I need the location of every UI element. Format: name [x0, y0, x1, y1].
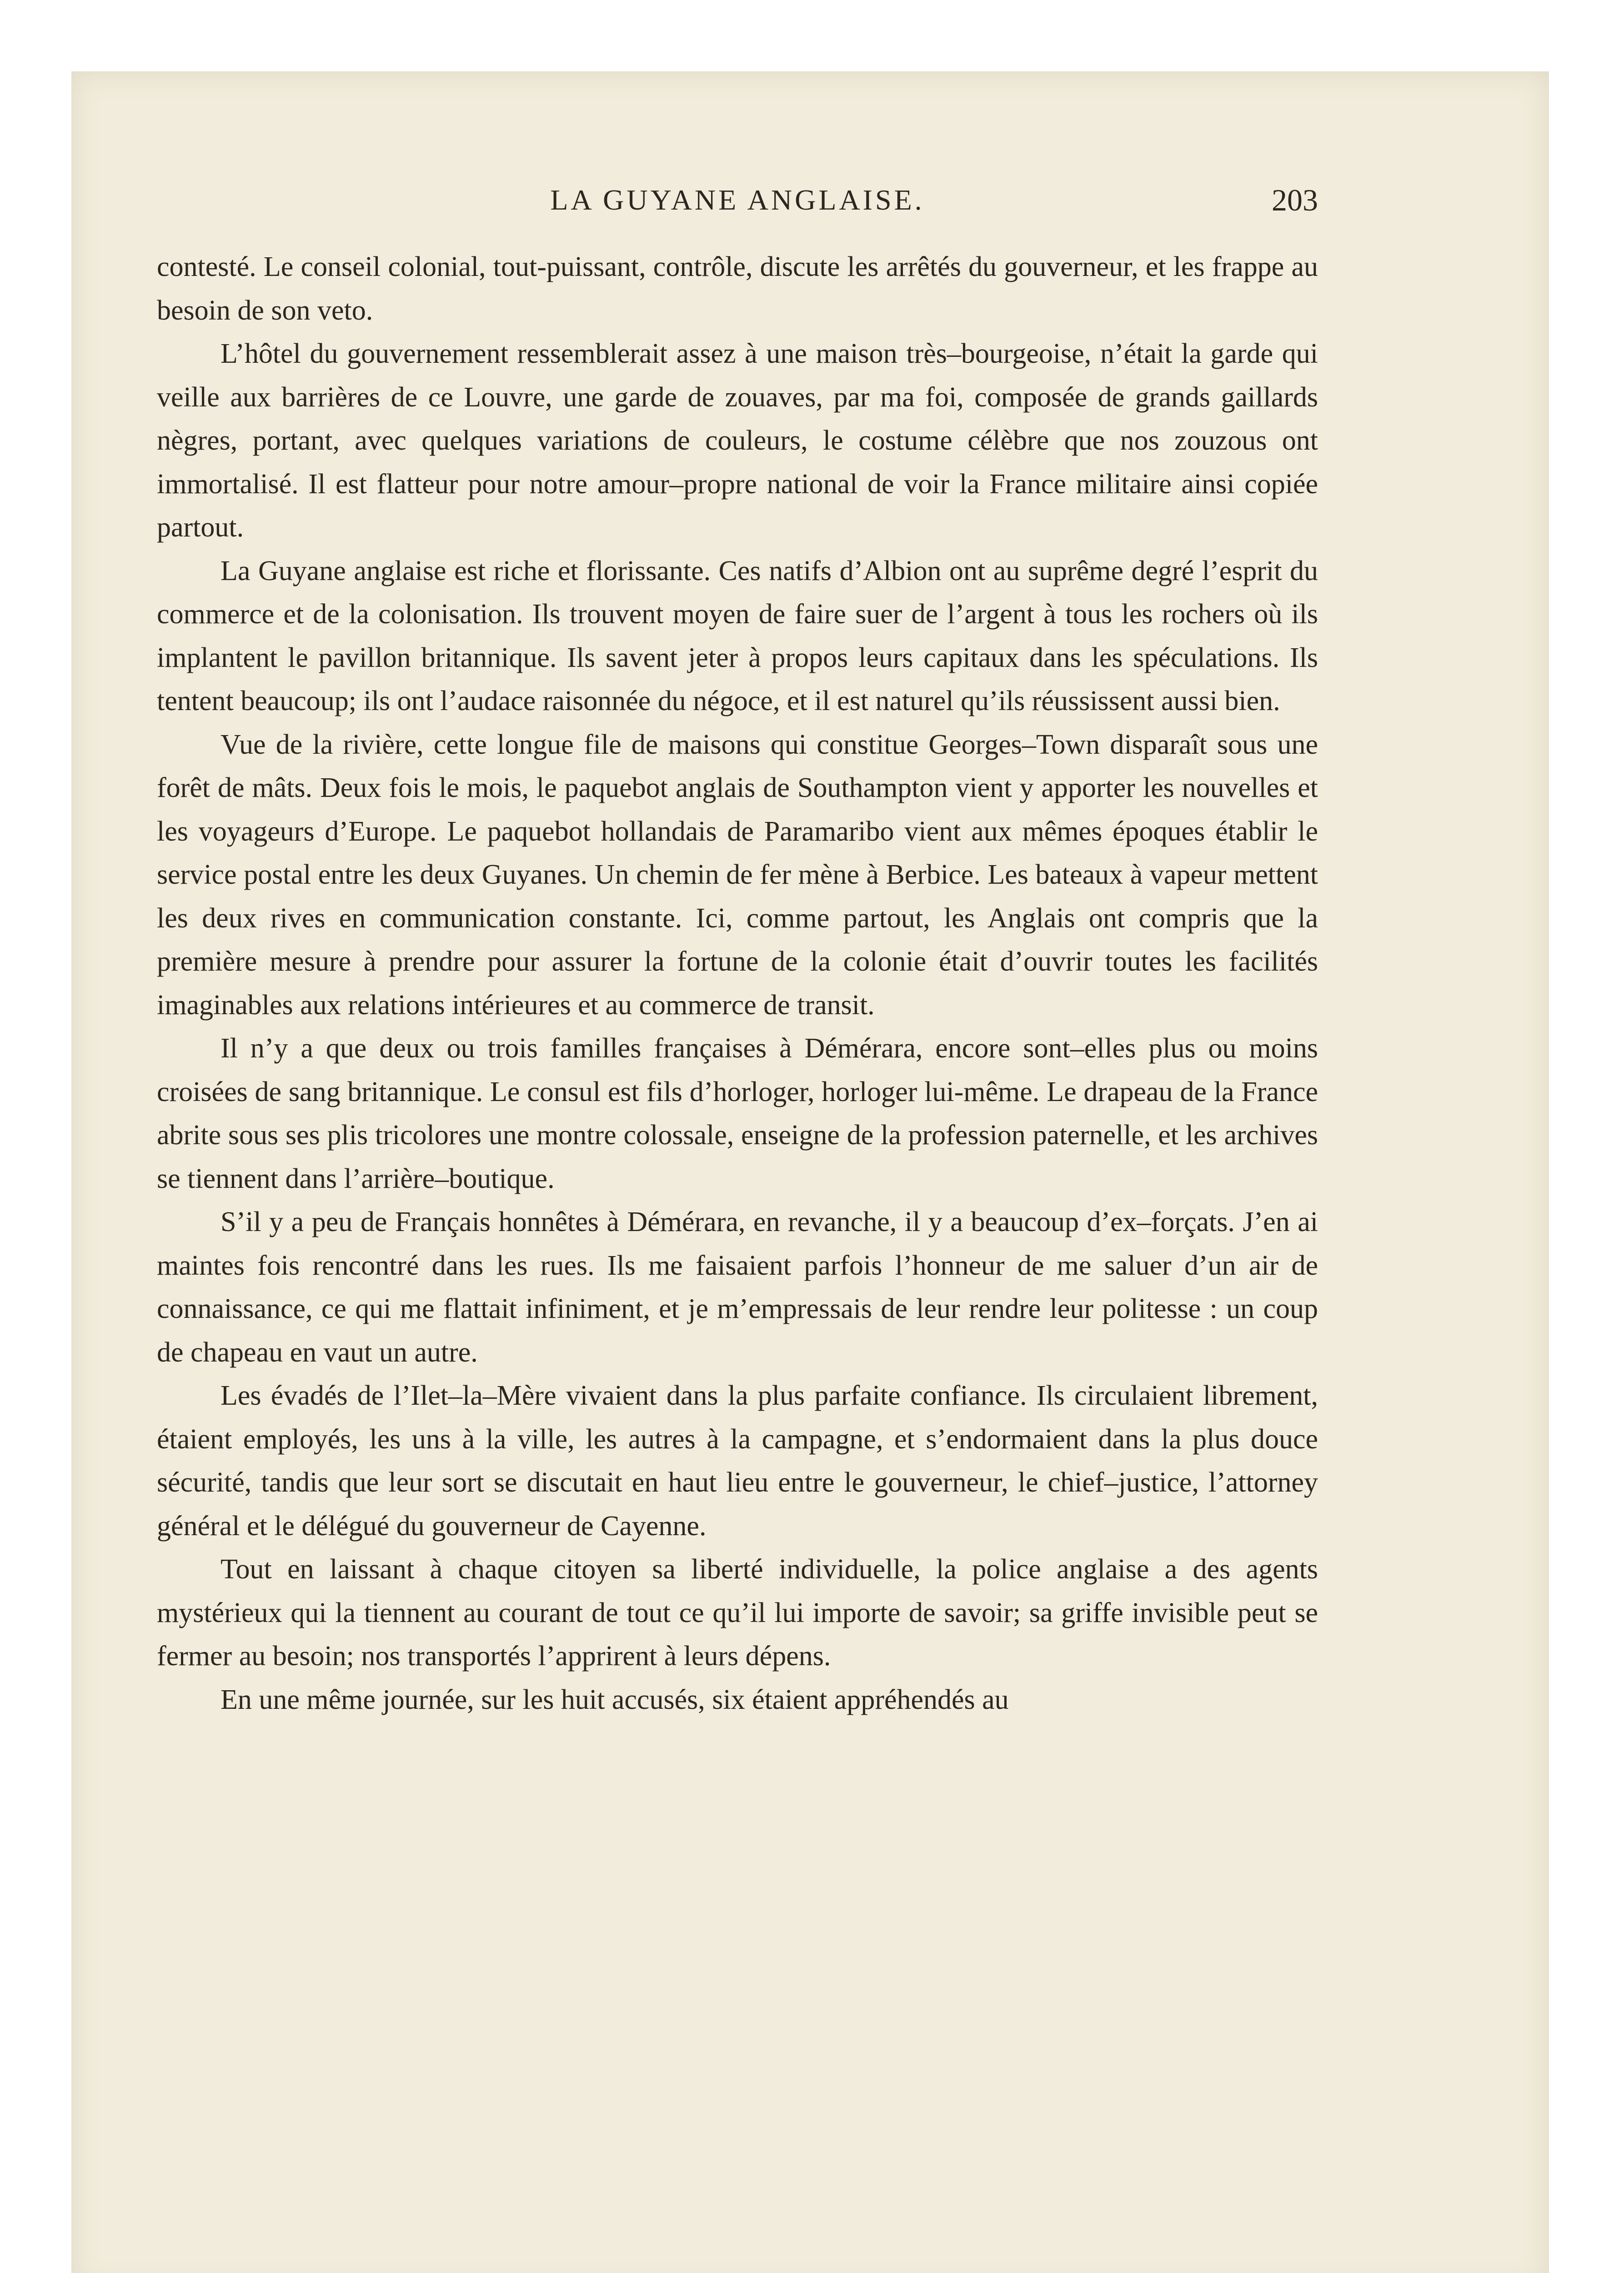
running-header — [157, 177, 1318, 232]
body-text — [157, 245, 1318, 1722]
paragraph: Les évadés de l’Ilet–la–Mère vivaient dans la plus parfaite confiance. Ils circulaient librement, étaient employés, les uns à la ville, les autres à la campagne, et s’endormaient dans la plus douce sécurité, tandis que leur sort se discutait en haut lieu entre le gouverneur, le chief–justice, l’attorney général et le délégué du gouverneur de Cayenne. — [157, 1380, 1318, 1542]
paragraph: Tout en laissant à chaque citoyen sa liberté individuelle, la police anglaise a des agents mystérieux qui la tiennent au courant de tout ce qu’il lui importe de savoir; sa griffe invisible peut se fermer au besoin; nos transportés l’apprirent à leurs dépens. — [157, 1554, 1318, 1672]
page-number: 203 — [1272, 183, 1318, 217]
paragraph: contesté. Le conseil colonial, tout-puissant, contrôle, discute les arrêtés du gouverneur, et les frappe au besoin de son veto. — [157, 251, 1318, 326]
running-title: LA GUYANE ANGLAISE. — [550, 184, 925, 216]
paragraph: En une même journée, sur les huit accusés, six étaient appréhendés au — [221, 1684, 1009, 1715]
paragraph: Il n’y a que deux ou trois familles françaises à Démérara, encore sont–elles plus ou moins croisées de sang britannique. Le consul est fils d’horloger, horloger lui-même. Le drapeau de la France abrite sous ses plis tricolores une montre colossale, enseigne de la profession paternelle, et les archives se tiennent dans l’arrière–boutique. — [157, 1033, 1318, 1194]
paragraph: La Guyane anglaise est riche et florissante. Ces natifs d’Albion ont au suprême degré l’esprit du commerce et de la colonisation. Ils trouvent moyen de faire suer de l’argent à tous les rochers où ils implantent le pavillon britannique. Ils savent jeter à propos leurs capitaux dans les spéculations. Ils tentent beaucoup; ils ont l’audace raisonnée du négoce, et il est naturel qu’ils réussissent aussi bien. — [157, 555, 1318, 716]
paragraph: Vue de la rivière, cette longue file de maisons qui constitue Georges–Town disparaît sous une forêt de mâts. Deux fois le mois, le paquebot anglais de Southampton vient y apporter les nouvelles et les voyageurs d’Europe. Le paquebot hollandais de Paramaribo vient aux mêmes époques établir le service postal entre les deux Guyanes. Un chemin de fer mène à Berbice. Les bateaux à vapeur mettent les deux rives en communication constante. Ici, comme partout, les Anglais ont compris que la première mesure à prendre pour assurer la fortune de la colonie était d’ouvrir toutes les facilités imaginables aux relations intérieures et au commerce de transit. — [157, 729, 1318, 1021]
paragraph: S’il y a peu de Français honnêtes à Démérara, en revanche, il y a beaucoup d’ex–forçats. J’en ai maintes fois rencontré dans les rues. Ils me faisaient parfois l’honneur de me saluer d’un air de connaissance, ce qui me flattait infiniment, et je m’empressais de leur rendre leur politesse : un coup de chapeau en vaut un autre. — [157, 1207, 1318, 1368]
paragraph: L’hôtel du gouvernement ressemblerait assez à une maison très–bourgeoise, n’était la garde qui veille aux barrières de ce Louvre, une garde de zouaves, par ma foi, composée de grands gaillards nègres, portant, avec quelques variations de couleurs, le costume célèbre que nos zouzous ont immortalisé. Il est flatteur pour notre amour–propre national de voir la France militaire ainsi copiée partout. — [157, 338, 1318, 543]
